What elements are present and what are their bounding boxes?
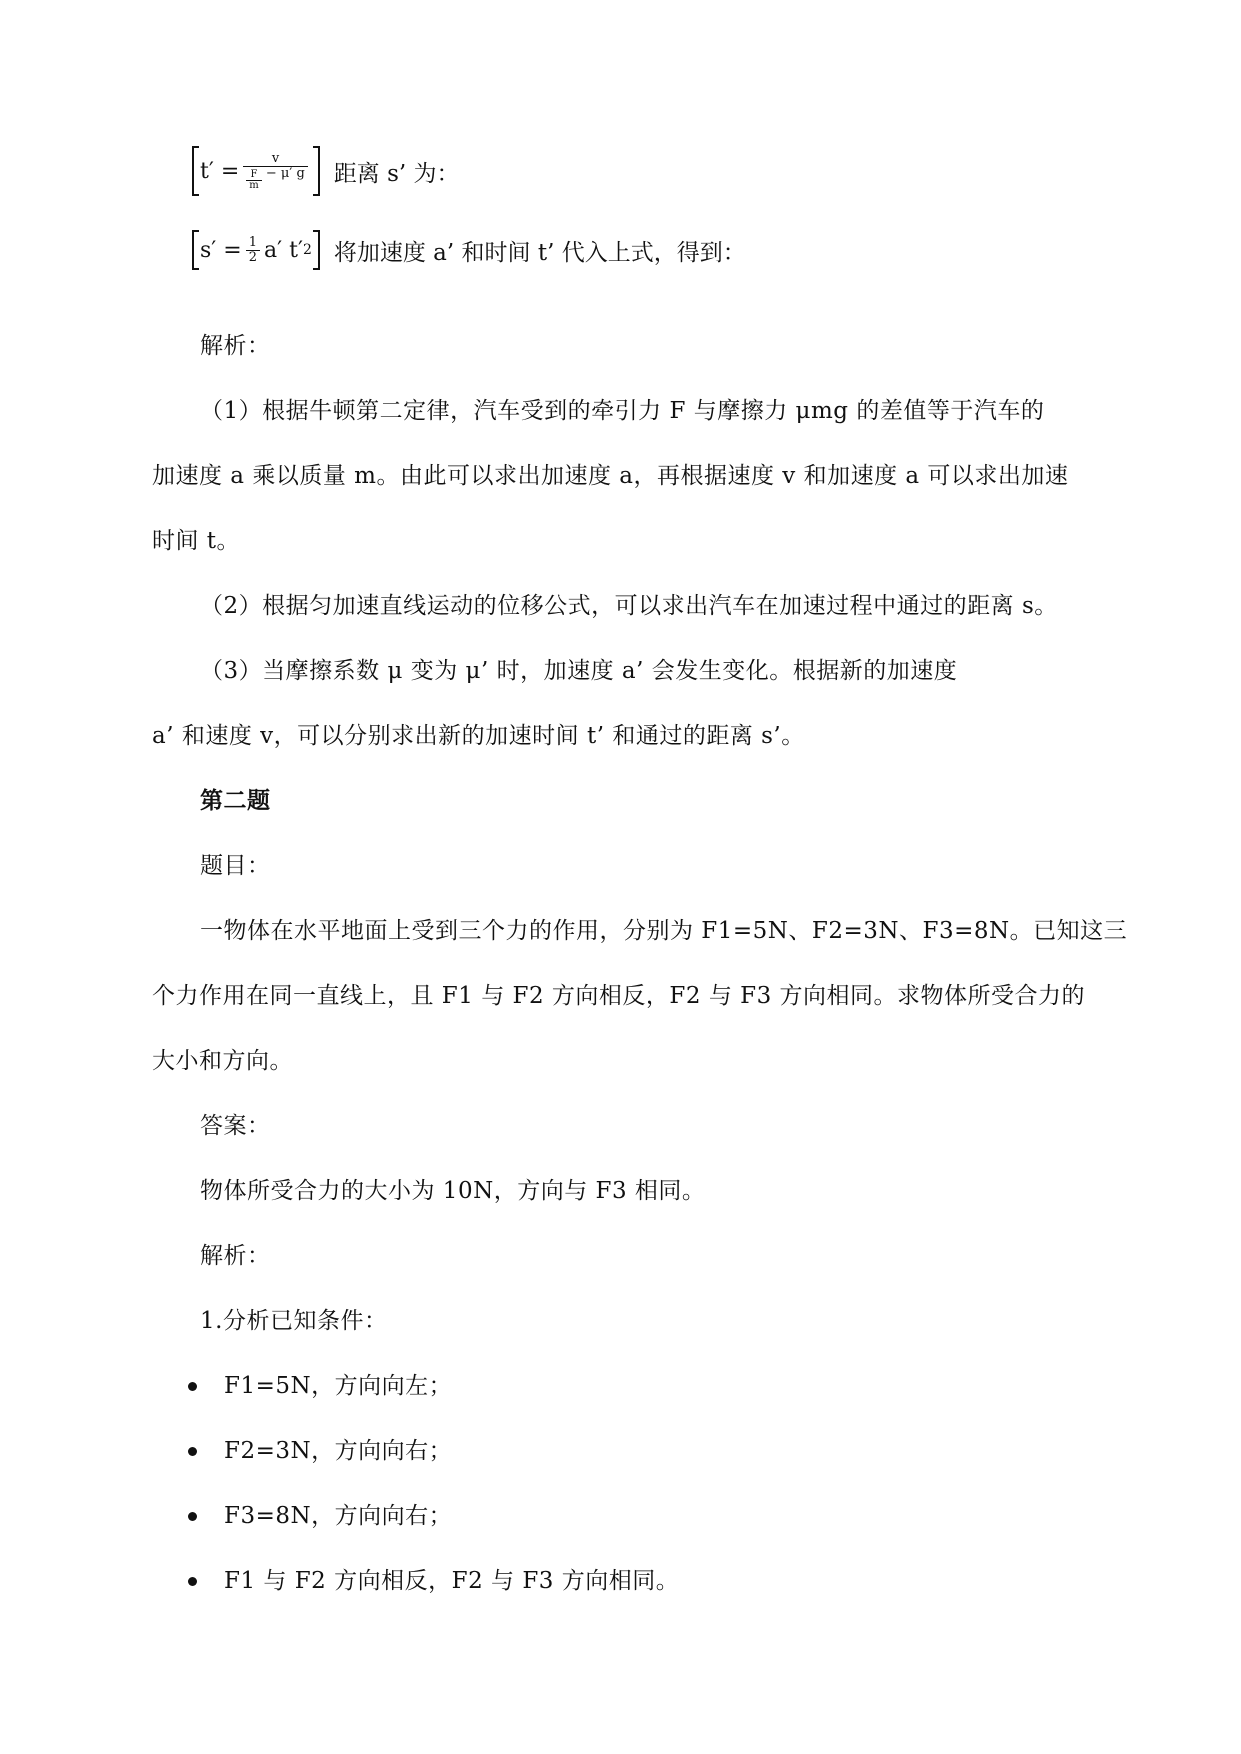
fraction-denominator: [243, 167, 308, 191]
paragraph-line: a’ 和速度 v，可以分别求出新的加速时间 t’ 和通过的距离 s’。: [152, 723, 805, 749]
fraction-numerator: v: [271, 150, 280, 166]
formula-lhs: t′ =: [200, 158, 240, 184]
bullet-dot: [188, 1447, 197, 1456]
paragraph-line: 个力作用在同一直线上，且 F1 与 F2 方向相反，F2 与 F3 方向相同。求物体所受合力的: [152, 983, 1086, 1009]
bullet-item: F2=3N，方向向右；: [224, 1438, 453, 1464]
analysis-label: 解析：: [200, 333, 271, 359]
bullet-item: F1 与 F2 方向相反，F2 与 F3 方向相同。: [224, 1568, 680, 1594]
formula-lhs: s′ =: [200, 237, 242, 263]
inner-numerator: F: [250, 168, 258, 180]
formula-trailing-text: 距离 s’ 为：: [333, 160, 460, 187]
half-fraction: [246, 236, 260, 265]
formula-bracket: [192, 230, 320, 270]
bullet-dot: [188, 1512, 197, 1521]
step-heading: 1.分析已知条件：: [200, 1308, 388, 1334]
paragraph-line: （3）当摩擦系数 μ 变为 μ’ 时，加速度 a’ 会发生变化。根据新的加速度: [200, 658, 958, 684]
paragraph-line: 一物体在水平地面上受到三个力的作用，分别为 F1=5N、F2=3N、F3=8N。已知这三: [200, 918, 1128, 944]
bullet-item: F3=8N，方向向右；: [224, 1503, 453, 1529]
bullet-item: F1=5N，方向向左；: [224, 1373, 453, 1399]
formula-exponent: 2: [302, 242, 312, 258]
denominator-rest: − μ′ g: [265, 165, 305, 181]
paragraph-line: （1）根据牛顿第二定律，汽车受到的牵引力 F 与摩擦力 μmg 的差值等于汽车的: [200, 398, 1045, 424]
bullet-dot: [188, 1382, 197, 1391]
paragraph-line: （2）根据匀加速直线运动的位移公式，可以求出汽车在加速过程中通过的距离 s。: [200, 593, 1058, 619]
analysis-label: 解析：: [200, 1243, 271, 1269]
formula-bracket: [192, 146, 320, 196]
formula-trailing-text: 将加速度 a’ 和时间 t’ 代入上式，得到：: [333, 239, 746, 266]
inner-denominator: m: [249, 179, 259, 191]
bullet-dot: [188, 1577, 197, 1586]
half-denominator: 2: [248, 249, 257, 265]
paragraph-line: 时间 t。: [152, 528, 241, 554]
paragraph-line: 大小和方向。: [152, 1048, 293, 1074]
formula-s-prime: [192, 230, 746, 270]
half-numerator: 1: [248, 234, 257, 250]
question-label: 题目：: [200, 853, 271, 879]
formula-t-prime: [192, 146, 460, 196]
answer-label: 答案：: [200, 1113, 271, 1139]
answer-text: 物体所受合力的大小为 10N，方向与 F3 相同。: [200, 1178, 706, 1204]
inner-fraction: [246, 170, 261, 191]
formula-rhs: a′ t′: [264, 237, 303, 263]
section-heading: 第二题: [200, 788, 271, 814]
fraction: [243, 152, 308, 191]
paragraph-line: 加速度 a 乘以质量 m。由此可以求出加速度 a，再根据速度 v 和加速度 a 可以求出加速: [152, 463, 1069, 489]
